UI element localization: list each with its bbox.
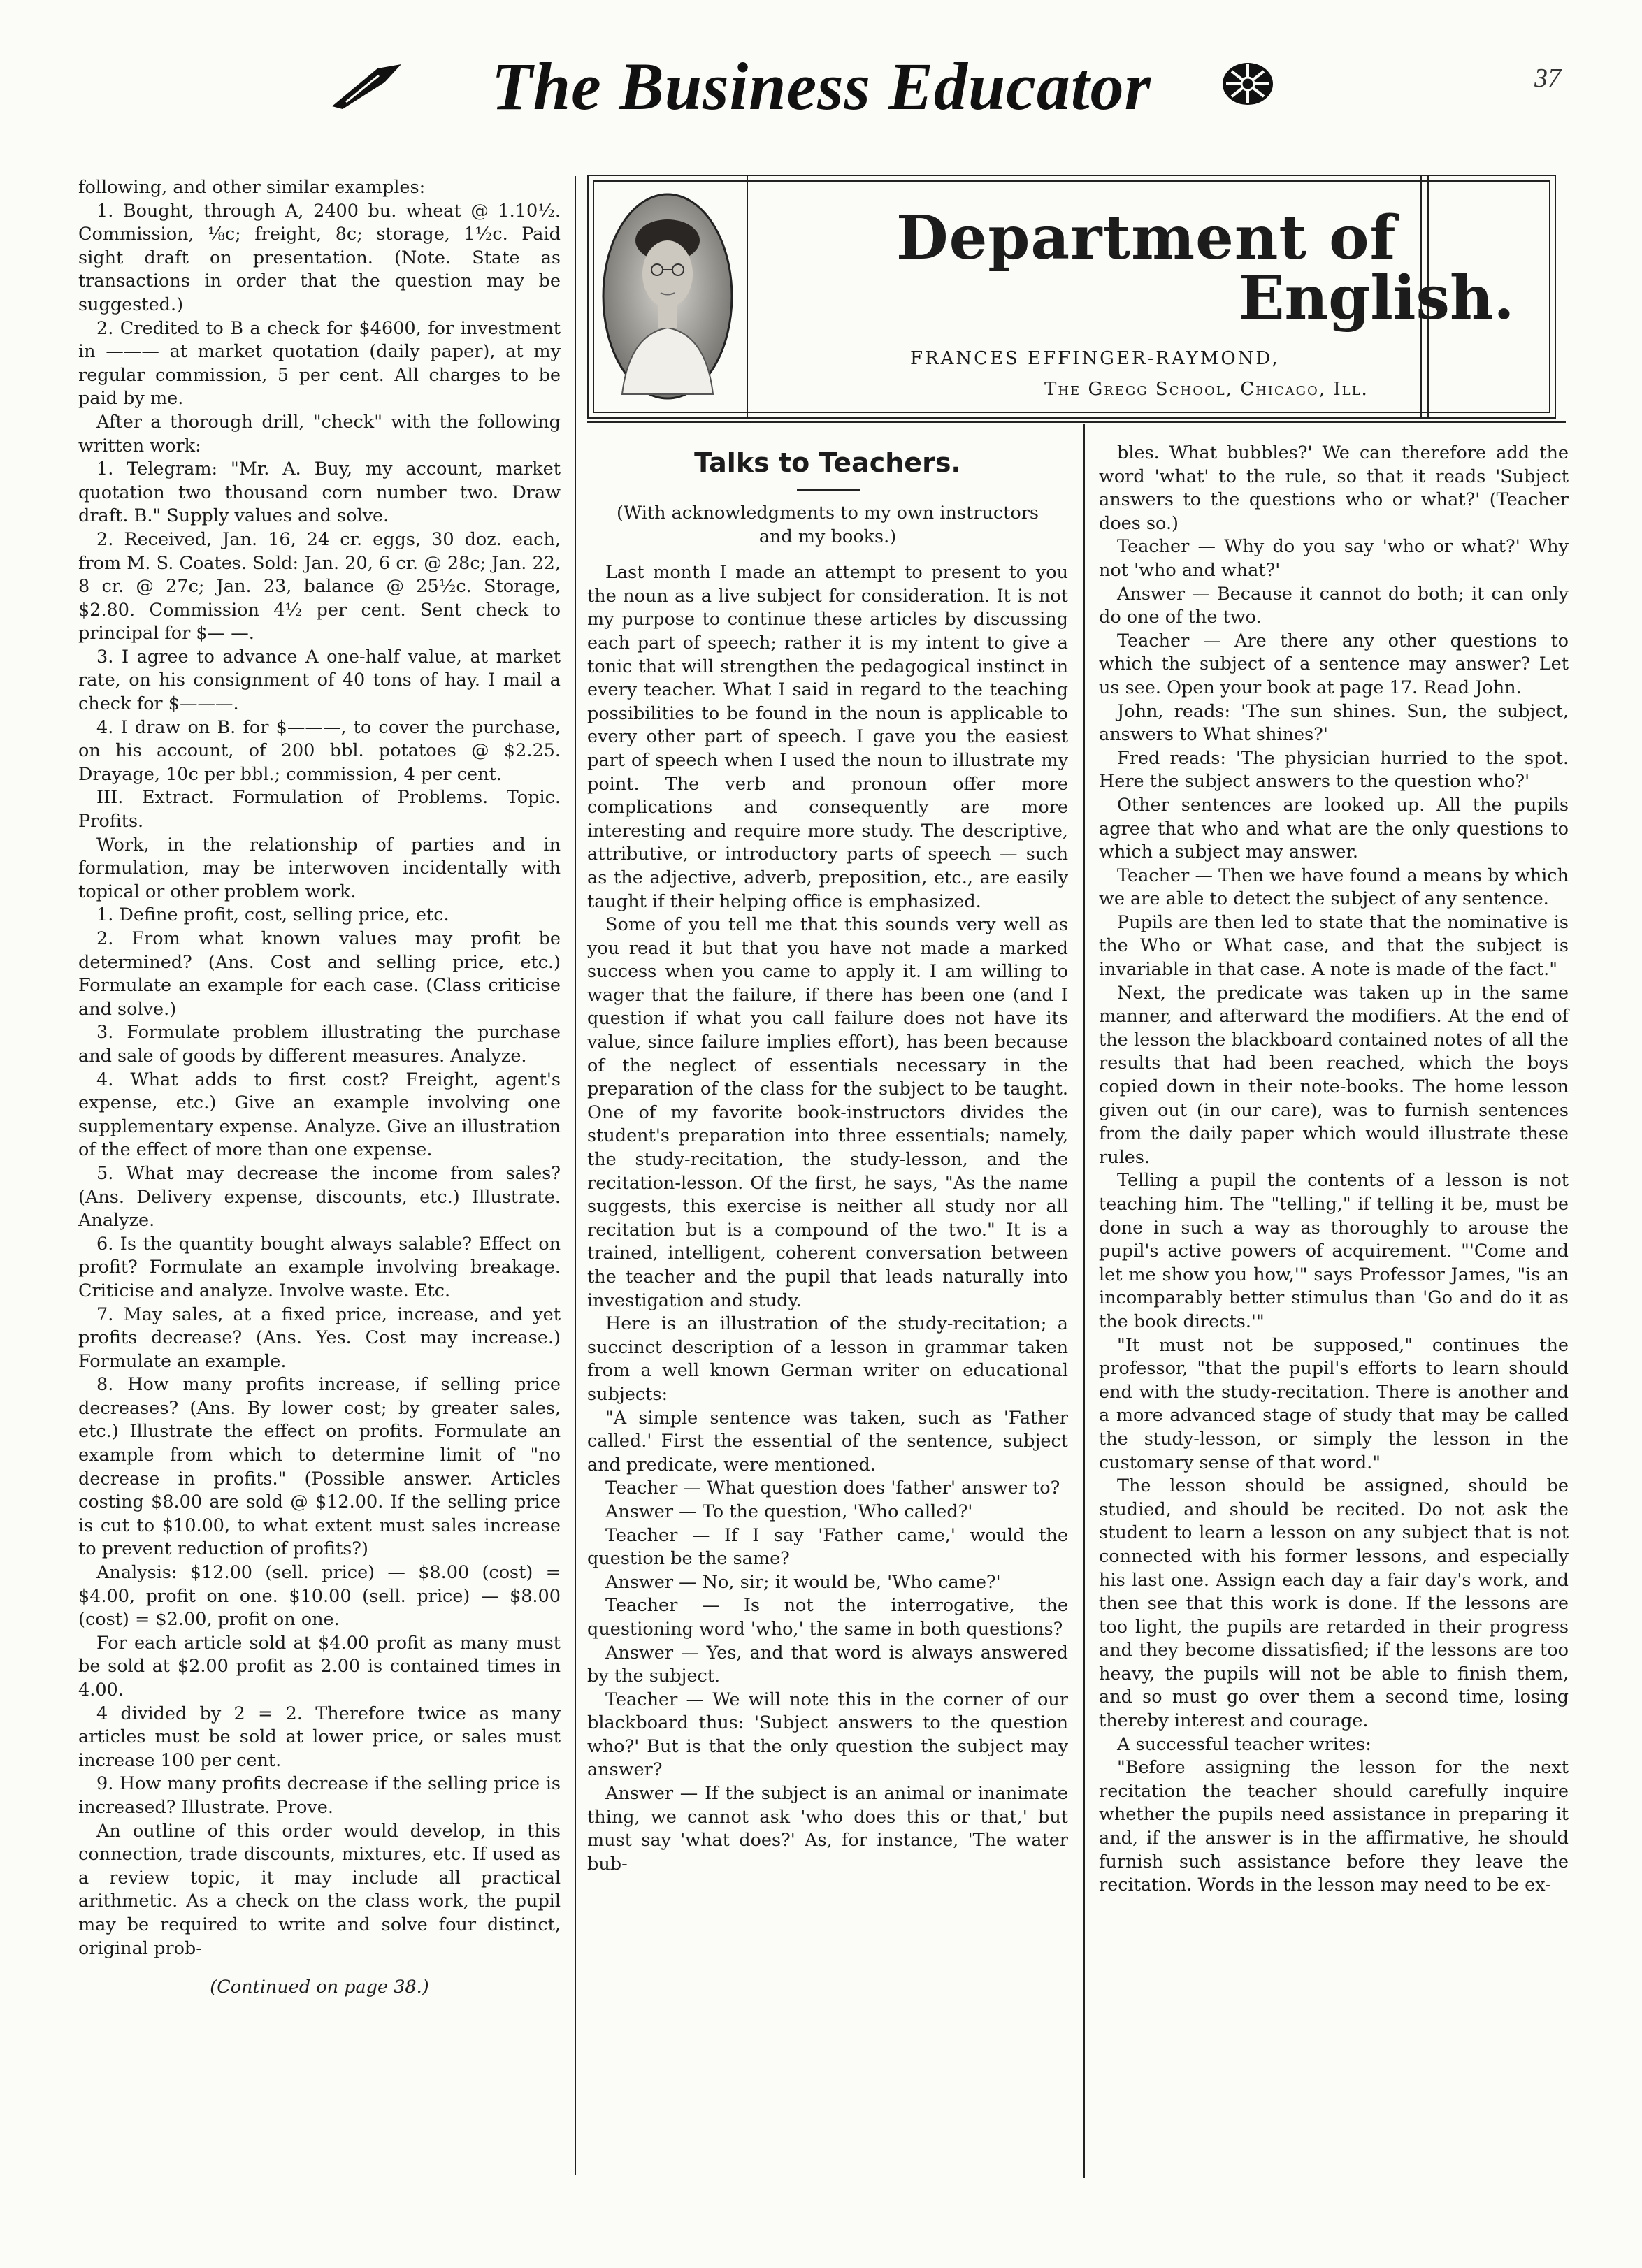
paragraph: Fred reads: 'The physician hurried to the spot. Here the subject answers to the question who?' bbox=[1099, 747, 1569, 793]
author-portrait bbox=[601, 192, 734, 401]
paragraph: 2. Received, Jan. 16, 24 cr. eggs, 30 doz. each, from M. S. Coates. Sold: Jan. 20, 6 cr. @ 28c; Jan. 22, 8 cr. @ 27c; Jan. 23, balance @ 25½c. Storage, $2.80. Commission 4½ per cent. Sent check to principal for $— —. bbox=[78, 528, 561, 644]
department-title-line1: Department of bbox=[896, 203, 1397, 273]
page-number: 37 bbox=[1534, 64, 1561, 93]
pen-nib-icon bbox=[329, 63, 405, 112]
paragraph: 4. I draw on B. for $———, to cover the purchase, on his account, of 200 bbl. potatoes @ $2.25. Drayage, 10c per bbl.; commission, 4 per cent. bbox=[78, 716, 561, 785]
header-divider bbox=[587, 421, 1566, 423]
section-subtitle: (With acknowledgments to my own instructors and my books.) bbox=[617, 503, 1039, 547]
paragraph: "Before assigning the lesson for the next recitation the teacher should carefully inquire whether the pupils need assistance in preparing it and, if the answer is in the affirmative, he should furnish such assistance before they leave the recitation. Words in the lesson may need to be ex- bbox=[1099, 1757, 1569, 1896]
paragraph: Answer — If the subject is an animal or inanimate thing, we cannot ask 'who does this or that,' but must say 'what does?' As, for instance, 'The water bub- bbox=[587, 1783, 1068, 1875]
paragraph: Teacher — Are there any other questions to which the subject of a sentence may answer? Let us see. Open your book at page 17. Read John. bbox=[1099, 630, 1569, 698]
column-middle bbox=[587, 502, 1068, 1876]
paragraph: 3. Formulate problem illustrating the purchase and sale of goods by different measures. Analyze. bbox=[78, 1022, 561, 1067]
paragraph: An outline of this order would develop, in this connection, trade discounts, mixtures, etc. If used as a review topic, it may include all practical arithmetic. As a check on the class work, the pupil may be required to write and solve four distinct, original prob- bbox=[78, 1820, 561, 1959]
ornament-icon bbox=[1216, 56, 1279, 112]
paragraph: Answer — To the question, 'Who called?' bbox=[605, 1501, 973, 1522]
paragraph: 5. What may decrease the income from sales? (Ans. Delivery expense, discounts, etc.) Illustrate. Analyze. bbox=[78, 1162, 561, 1231]
header-rule bbox=[747, 176, 748, 417]
paragraph: Here is an illustration of the study-recitation; a succinct description of a lesson in grammar taken from a well known German writer on educational subjects: bbox=[587, 1313, 1068, 1405]
paragraph: 1. Define profit, cost, selling price, etc. bbox=[96, 904, 449, 926]
paragraph: 1. Bought, through A, 2400 bu. wheat @ 1.10½. Commission, ⅛c; freight, 8c; storage, 1½c. Paid sight draft on presentation. (Note. State as transactions in order that the question may be suggested.) bbox=[78, 200, 561, 315]
paragraph: 9. How many profits decrease if the selling price is increased? Illustrate. Prove. bbox=[78, 1773, 561, 1818]
department-title-line2: English. bbox=[1239, 263, 1515, 333]
paragraph: Pupils are then led to state that the nominative is the Who or What case, and that the subject is invariable in that case. A note is made of the fact." bbox=[1099, 911, 1569, 981]
masthead bbox=[0, 42, 1642, 126]
paragraph: Next, the predicate was taken up in the same manner, and afterward the modifiers. At the end of the lesson the blackboard contained notes of all the results that had been reached, which the boys copied down in their note-books. The home lesson given out (in our care), was to furnish sentences from the daily paper which would illustrate these rules. bbox=[1099, 982, 1569, 1168]
paragraph: following, and other similar examples: bbox=[78, 177, 426, 198]
paragraph: Last month I made an attempt to present to you the noun as a live subject for consideration. It is not my purpose to continue these articles by discussing each part of speech; rather it is my intent to give a tonic that will strengthen the pedagogical instinct in every teacher. What I said in regard to the teaching possibilities to be found in the noun is applicable to every other part of speech. I gave you the easiest part of speech when I used the noun to illustrate my point. The verb and pronoun offer more complications and consequently are more interesting and require more study. The descriptive, attributive, or introductory parts of speech — such as the adjective, adverb, preposition, etc., are easily taught if their helping office is emphasized. bbox=[587, 562, 1068, 912]
paragraph: 7. May sales, at a fixed price, increase, and yet profits decrease? (Ans. Yes. Cost may increase.) Formulate an example. bbox=[78, 1303, 561, 1372]
paragraph: For each article sold at $4.00 profit as many must be sold at $2.00 profit as 2.00 is contained times in 4.00. bbox=[78, 1632, 561, 1700]
paragraph: "A simple sentence was taken, such as 'Father called.' First the essential of the sentence, subject and predicate, were mentioned. bbox=[587, 1407, 1068, 1475]
paragraph: 2. From what known values may profit be determined? (Ans. Cost and selling price, etc.) Formulate an example for each case. (Class criticise and solve.) bbox=[78, 928, 561, 1020]
paragraph: The lesson should be assigned, should be studied, and should be recited. Do not ask the student to learn a lesson on any subject that is not connected with his former lessons, and especially his last one. Assign each day a fair day's work, and then see that this work is done. If the lessons are too light, the pupils are retarded in their progress and they become dissatisfied; if the lessons are too heavy, the pupils will not be able to finish them, and so must go over them a second time, losing thereby interest and courage. bbox=[1099, 1475, 1569, 1732]
continued-note: (Continued on page 38.) bbox=[210, 1977, 429, 1998]
paragraph: Teacher — Then we have found a means by which we are able to detect the subject of any sentence. bbox=[1099, 865, 1569, 910]
paragraph: 2. Credited to B a check for $4600, for investment in ——— at market quotation (daily paper), at my regular commission, 5 per cent. All charges to be paid by me. bbox=[78, 317, 561, 410]
column-divider bbox=[1083, 424, 1085, 2178]
paragraph: Answer — No, sir; it would be, 'Who came?' bbox=[605, 1571, 1001, 1593]
paragraph: John, reads: 'The sun shines. Sun, the subject, answers to What shines?' bbox=[1099, 700, 1569, 746]
paragraph: "It must not be supposed," continues the professor, "that the pupil's efforts to learn should end with the study-recitation. There is another and a more advanced stage of study that may be called the study-lesson, or simply the lesson in the customary sense of that word." bbox=[1099, 1334, 1569, 1473]
paragraph: Teacher — Is not the interrogative, the questioning word 'who,' the same in both questions? bbox=[587, 1595, 1068, 1640]
author-institution: The Gregg School, Chicago, Ill. bbox=[1044, 379, 1369, 400]
paragraph: After a thorough drill, "check" with the following written work: bbox=[78, 411, 561, 456]
paragraph: Some of you tell me that this sounds very well as you read it but that you have not made a marked success when you came to apply it. I am willing to wager that the failure, if there has been one (and I question if what you call failure does not have its value, since failure implies effort), has been because of the neglect of essentials necessary in the preparation of the class for the subject to be taught. One of my favorite book-instructors divides the student's preparation into three essentials; namely, the study-recitation, the study-lesson, and the recitation-lesson. Of the first, he says, "As the name suggests, this exercise is neither all study nor all recitation but is a compound of the two." It is a trained, intelligent, coherent conversation between the teacher and the pupil that leads naturally into investigation and study. bbox=[587, 914, 1068, 1311]
paragraph: 8. How many profits increase, if selling price decreases? (Ans. By lower cost; by greater sales, etc.) Illustrate the effect on profits. Formulate an example from which to determine limit of "no decrease in profits." (Possible answer. Articles costing $8.00 are sold @ $12.00. If the selling price is cut to $10.00, to what extent must sales increase to prevent reduction of profits?) bbox=[78, 1374, 561, 1560]
column-right bbox=[1099, 442, 1569, 1898]
department-header bbox=[587, 175, 1556, 419]
paragraph: Teacher — Why do you say 'who or what?' Why not 'who and what?' bbox=[1099, 536, 1569, 581]
paragraph: Telling a pupil the contents of a lesson is not teaching him. The "telling," if telling it be, must be done in such a way as thoroughly to arouse the pupil's active powers of acquirement. "'Come and let me show you how,'" says Professor James, "is an incomparably better stimulus than 'Go and do it as the book directs.'" bbox=[1099, 1170, 1569, 1332]
paragraph: Answer — Yes, and that word is always answered by the subject. bbox=[587, 1642, 1068, 1687]
paragraph: 4 divided by 2 = 2. Therefore twice as many articles must be sold at lower price, or sales must increase 100 per cent. bbox=[78, 1703, 561, 1771]
paragraph: Other sentences are looked up. All the pupils agree that who and what are the only questions to which a subject may answer. bbox=[1099, 794, 1569, 863]
paragraph: III. Extract. Formulation of Problems. Topic. Profits. bbox=[78, 787, 561, 832]
paragraph: Teacher — We will note this in the corner of our blackboard thus: 'Subject answers to the question who?' But is that the only question the subject may answer? bbox=[587, 1689, 1068, 1781]
title-rule bbox=[797, 489, 860, 491]
author-name: FRANCES EFFINGER-RAYMOND, bbox=[910, 348, 1280, 369]
column-left bbox=[78, 176, 561, 2000]
paragraph: Analysis: $12.00 (sell. price) — $8.00 (cost) = $4.00, profit on one. $10.00 (sell. price) — $8.00 (cost) = $2.00, profit on one. bbox=[78, 1562, 561, 1631]
paragraph: 3. I agree to advance A one-half value, at market rate, on his consignment of 40 tons of hay. I mail a check for $———. bbox=[78, 646, 561, 715]
paragraph: bles. What bubbles?' We can therefore add the word 'what' to the rule, so that it reads 'Subject answers to the questions who or what?' (Teacher does so.) bbox=[1099, 442, 1569, 534]
paragraph: Work, in the relationship of parties and in formulation, may be interwoven incidentally with topical or other problem work. bbox=[78, 834, 561, 902]
section-title: Talks to Teachers. bbox=[694, 447, 961, 478]
paragraph: A successful teacher writes: bbox=[1117, 1733, 1371, 1755]
paragraph: 6. Is the quantity bought always salable? Effect on profit? Formulate an example involving breakage. Criticise and analyze. Involve waste. Etc. bbox=[78, 1233, 561, 1301]
column-divider bbox=[575, 176, 576, 2175]
paragraph: Teacher — If I say 'Father came,' would the question be the same? bbox=[587, 1524, 1068, 1570]
paragraph: Teacher — What question does 'father' answer to? bbox=[605, 1478, 1060, 1499]
paragraph: 1. Telegram: "Mr. A. Buy, my account, market quotation two thousand corn number two. Draw draft. B." Supply values and solve. bbox=[78, 458, 561, 527]
paragraph: 4. What adds to first cost? Freight, agent's expense, etc.) Give an example involving one supplementary expense. Analyze. Give an illustration of the effect of more than one expense. bbox=[78, 1069, 561, 1161]
masthead-title: The Business Educator bbox=[491, 49, 1151, 124]
paragraph: Answer — Because it cannot do both; it can only do one of the two. bbox=[1099, 583, 1569, 628]
